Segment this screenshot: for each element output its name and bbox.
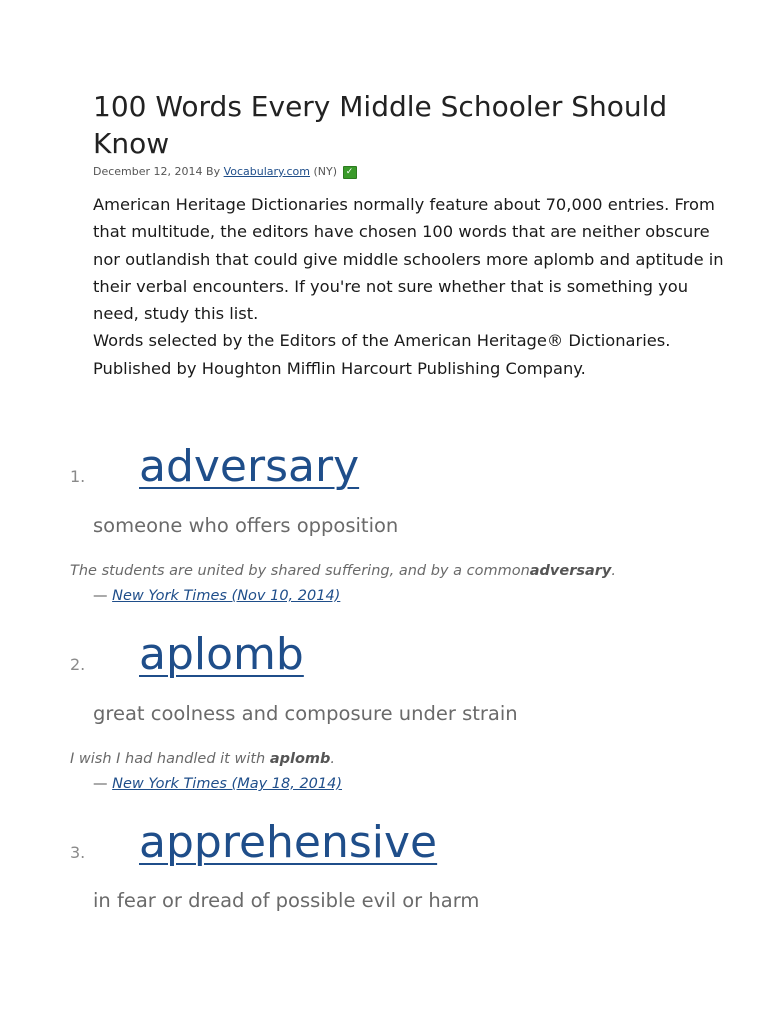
- example-keyword: aplomb: [269, 751, 331, 767]
- entry-number: 3.: [70, 843, 86, 862]
- article-title: 100 Words Every Middle Schooler Should Know: [93, 90, 668, 160]
- intro-paragraph: Words selected by the Editors of the American Heritage® Dictionaries. Published by Houghton Mifflin Harcourt Publishing Company.: [93, 331, 671, 378]
- example-source: [93, 588, 340, 604]
- entry-definition: in fear or dread of possible evil or harm: [93, 889, 480, 912]
- example-sentence: [70, 563, 616, 579]
- byline: [93, 165, 357, 179]
- example-text-end: .: [330, 751, 336, 767]
- example-keyword: adversary: [529, 563, 612, 579]
- source-dash: —: [93, 776, 108, 792]
- entry-word-link[interactable]: adversary: [139, 441, 360, 492]
- entry-definition: great coolness and composure under strain: [93, 702, 518, 725]
- entry-word-link[interactable]: apprehensive: [139, 817, 438, 868]
- intro-paragraph: American Heritage Dictionaries normally feature about 70,000 entries. From that multitude, the editors have chosen 100 words that are neither obscure nor outlandish that could give middle schoolers more aplomb and aptitude in their verbal encounters. If you're not sure whether that is something you need, study this list.: [93, 195, 724, 324]
- example-text-end: .: [611, 563, 616, 579]
- article-date: December 12, 2014: [93, 165, 203, 178]
- checkmark-icon: ✓: [343, 166, 357, 179]
- example-source: [93, 776, 342, 792]
- entry-number: 2.: [70, 655, 86, 674]
- by-label: By: [206, 165, 221, 178]
- author-link[interactable]: Vocabulary.com: [223, 165, 310, 178]
- entry-number: 1.: [70, 467, 86, 486]
- intro-text: [93, 191, 733, 382]
- source-link[interactable]: New York Times (Nov 10, 2014): [112, 588, 341, 604]
- author-location: (NY): [313, 165, 338, 178]
- entry-word-link[interactable]: aplomb: [139, 629, 304, 680]
- source-dash: —: [93, 588, 108, 604]
- example-text: The students are united by shared suffering, and by a common: [70, 563, 530, 579]
- example-sentence: [70, 751, 335, 767]
- example-text: I wish I had handled it with: [70, 751, 270, 767]
- entry-definition: someone who offers opposition: [93, 514, 399, 537]
- source-link[interactable]: New York Times (May 18, 2014): [112, 776, 343, 792]
